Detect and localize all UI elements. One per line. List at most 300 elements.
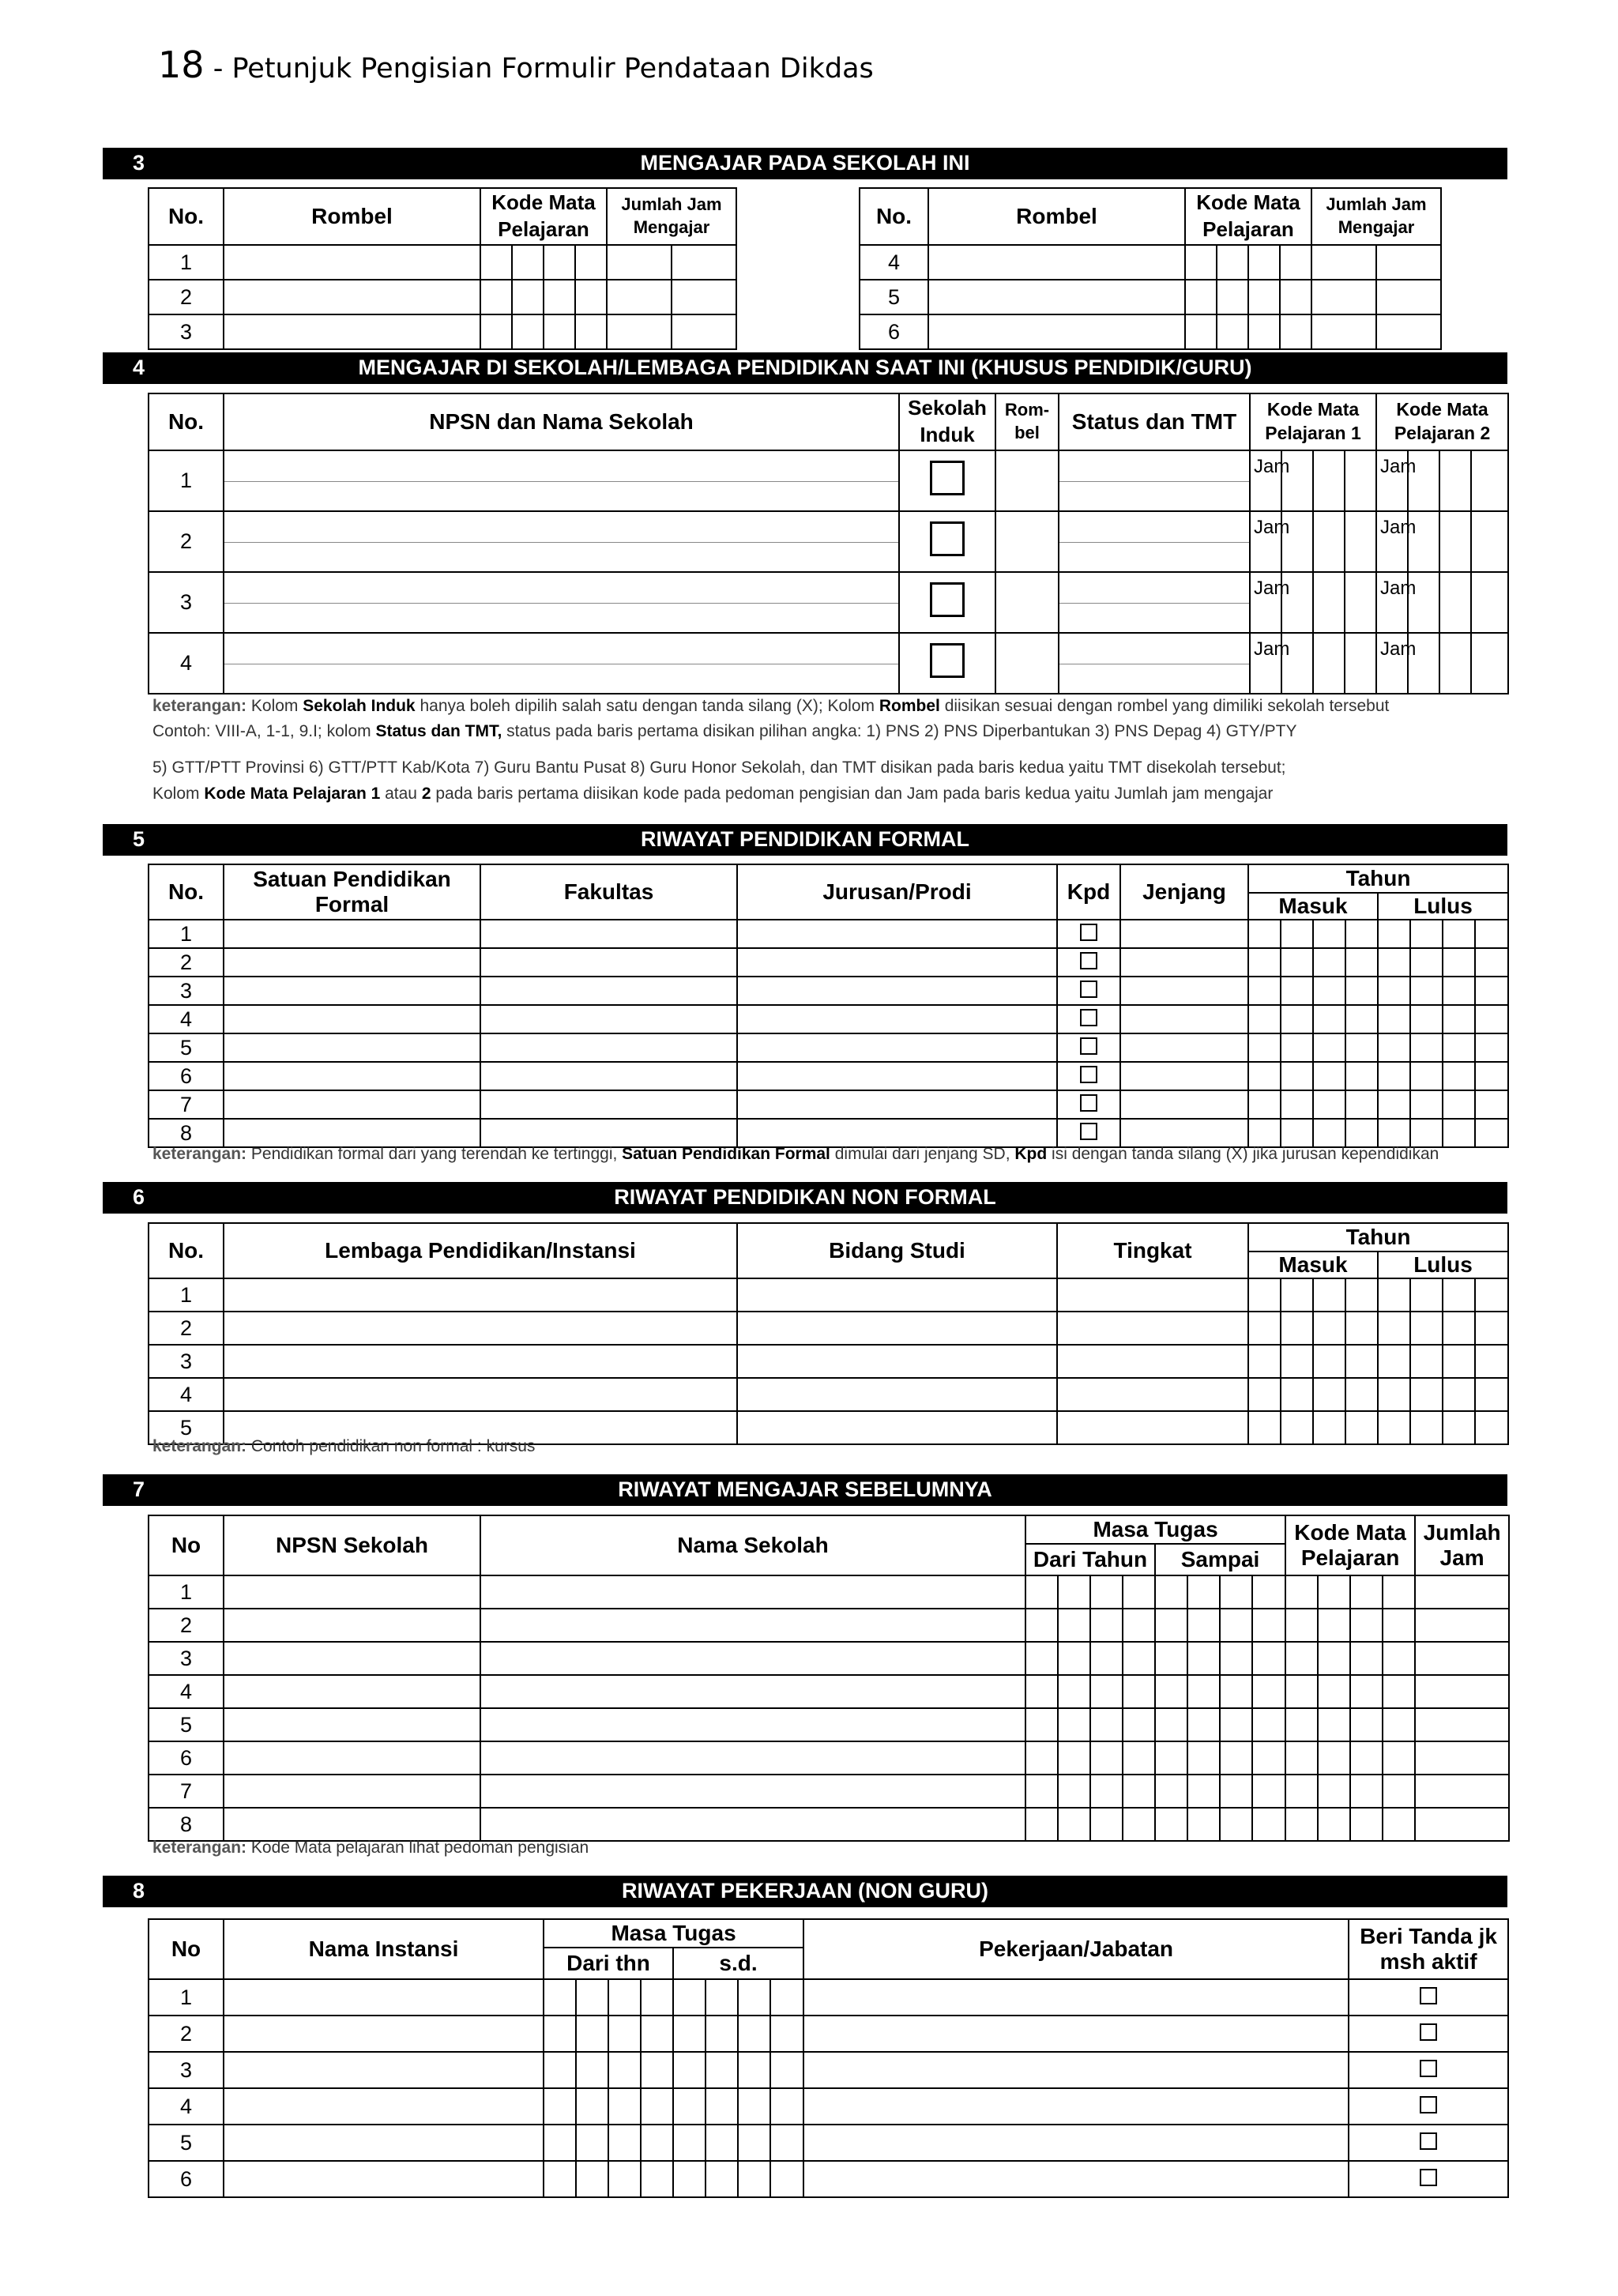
kode-box[interactable]	[1285, 1708, 1318, 1741]
tahun-box[interactable]	[1378, 948, 1410, 977]
tahun-box[interactable]	[1475, 1119, 1508, 1147]
tahun-box[interactable]	[1345, 1090, 1378, 1119]
rombel-cell[interactable]	[224, 314, 480, 349]
jumlah-jam-cell[interactable]	[1415, 1808, 1509, 1841]
tahun-box[interactable]	[1281, 948, 1313, 977]
tahun-box[interactable]	[1248, 1062, 1281, 1090]
jam-box[interactable]	[607, 245, 672, 280]
kode-box[interactable]	[1345, 633, 1376, 694]
tahun-box[interactable]	[673, 2125, 706, 2161]
tahun-box[interactable]	[1443, 1312, 1475, 1345]
tahun-box[interactable]	[608, 2161, 641, 2197]
tahun-box[interactable]	[1443, 1378, 1475, 1411]
tahun-box[interactable]	[576, 2161, 608, 2197]
tahun-box[interactable]	[1378, 920, 1410, 948]
jurusan-cell[interactable]	[737, 1033, 1057, 1062]
kode-box[interactable]	[1471, 511, 1508, 572]
tahun-box[interactable]	[770, 2125, 803, 2161]
tahun-box[interactable]	[1248, 1090, 1281, 1119]
tahun-box[interactable]	[576, 2016, 608, 2052]
kode-box[interactable]	[544, 280, 575, 314]
kode-box[interactable]	[1318, 1642, 1350, 1675]
instansi-cell[interactable]	[224, 2052, 544, 2088]
fakultas-cell[interactable]	[480, 1062, 737, 1090]
tahun-box[interactable]	[1058, 1609, 1090, 1642]
tahun-box[interactable]	[1443, 1033, 1475, 1062]
kode-box[interactable]	[1471, 633, 1508, 694]
tahun-box[interactable]	[641, 2016, 673, 2052]
tahun-box[interactable]	[1025, 1775, 1058, 1808]
tahun-box[interactable]	[1313, 1119, 1345, 1147]
tahun-box[interactable]	[1475, 1062, 1508, 1090]
tahun-box[interactable]	[1248, 1278, 1281, 1312]
nama-sekolah-cell[interactable]	[480, 1708, 1025, 1741]
kode-box[interactable]	[1280, 314, 1311, 349]
tahun-box[interactable]	[1378, 1278, 1410, 1312]
tahun-box[interactable]	[770, 2088, 803, 2125]
jumlah-jam-cell[interactable]	[1415, 1575, 1509, 1609]
satuan-cell[interactable]	[224, 1062, 480, 1090]
jam-box[interactable]	[1376, 245, 1441, 280]
tahun-box[interactable]	[1475, 1005, 1508, 1033]
tahun-box[interactable]	[1155, 1808, 1187, 1841]
tahun-box[interactable]	[1090, 1741, 1123, 1775]
tahun-box[interactable]	[1345, 1119, 1378, 1147]
satuan-cell[interactable]	[224, 948, 480, 977]
pekerjaan-cell[interactable]	[803, 2125, 1349, 2161]
kode-box[interactable]	[1350, 1675, 1383, 1708]
tingkat-cell[interactable]	[1057, 1312, 1248, 1345]
nama-sekolah-cell[interactable]	[480, 1575, 1025, 1609]
tahun-box[interactable]	[1345, 1033, 1378, 1062]
jam-box[interactable]	[672, 245, 736, 280]
tahun-box[interactable]	[1123, 1609, 1155, 1642]
kode-box[interactable]	[1376, 572, 1417, 633]
kode-box[interactable]	[1250, 572, 1290, 633]
kode-box[interactable]	[1313, 633, 1345, 694]
kode-box[interactable]	[1248, 314, 1280, 349]
jurusan-cell[interactable]	[737, 1090, 1057, 1119]
tahun-box[interactable]	[1410, 1062, 1443, 1090]
jurusan-cell[interactable]	[737, 1005, 1057, 1033]
tahun-box[interactable]	[608, 2088, 641, 2125]
tingkat-cell[interactable]	[1057, 1411, 1248, 1444]
tahun-box[interactable]	[1313, 1345, 1345, 1378]
tahun-box[interactable]	[608, 1979, 641, 2016]
kode-box[interactable]	[1280, 245, 1311, 280]
checkbox-icon[interactable]	[1080, 952, 1097, 969]
tahun-box[interactable]	[1281, 920, 1313, 948]
kode-box[interactable]	[1383, 1642, 1415, 1675]
kode-box[interactable]	[1350, 1708, 1383, 1741]
tahun-box[interactable]	[1475, 1278, 1508, 1312]
bidang-cell[interactable]	[737, 1378, 1057, 1411]
kode-box[interactable]	[1313, 450, 1345, 511]
checkbox-icon[interactable]	[930, 643, 965, 678]
tahun-box[interactable]	[738, 2088, 770, 2125]
tahun-box[interactable]	[1058, 1808, 1090, 1841]
tahun-box[interactable]	[1410, 1033, 1443, 1062]
tahun-box[interactable]	[1025, 1741, 1058, 1775]
tahun-box[interactable]	[1090, 1775, 1123, 1808]
jam-box[interactable]	[1376, 280, 1441, 314]
tahun-box[interactable]	[1475, 1345, 1508, 1378]
tahun-box[interactable]	[1475, 1378, 1508, 1411]
tahun-box[interactable]	[1313, 1033, 1345, 1062]
kode-box[interactable]	[1439, 633, 1471, 694]
pekerjaan-cell[interactable]	[803, 2052, 1349, 2088]
kode-box[interactable]	[1285, 1741, 1318, 1775]
kode-box[interactable]	[1285, 1575, 1318, 1609]
tahun-box[interactable]	[1220, 1675, 1252, 1708]
kode-box[interactable]	[1318, 1741, 1350, 1775]
satuan-cell[interactable]	[224, 1090, 480, 1119]
kode-box[interactable]	[1185, 245, 1217, 280]
tahun-box[interactable]	[1313, 1378, 1345, 1411]
tahun-box[interactable]	[1475, 977, 1508, 1005]
tahun-box[interactable]	[706, 2125, 738, 2161]
tahun-box[interactable]	[1123, 1675, 1155, 1708]
jam-box[interactable]	[1311, 280, 1376, 314]
jam-box[interactable]	[1311, 245, 1376, 280]
kode-box[interactable]	[1318, 1675, 1350, 1708]
tahun-box[interactable]	[1345, 1345, 1378, 1378]
kode-box[interactable]	[1376, 450, 1417, 511]
kode-box[interactable]	[512, 314, 544, 349]
nama-sekolah-cell[interactable]	[480, 1675, 1025, 1708]
tahun-box[interactable]	[1248, 1005, 1281, 1033]
tingkat-cell[interactable]	[1057, 1345, 1248, 1378]
tahun-box[interactable]	[1313, 1005, 1345, 1033]
jenjang-cell[interactable]	[1120, 977, 1248, 1005]
jurusan-cell[interactable]	[737, 920, 1057, 948]
rombel-cell[interactable]	[995, 511, 1059, 572]
tahun-box[interactable]	[1443, 977, 1475, 1005]
npsn-cell[interactable]	[224, 1675, 480, 1708]
kode-box[interactable]	[1185, 314, 1217, 349]
tahun-box[interactable]	[1378, 1033, 1410, 1062]
rombel-cell[interactable]	[224, 280, 480, 314]
checkbox-icon[interactable]	[1420, 2169, 1437, 2186]
tahun-box[interactable]	[1345, 948, 1378, 977]
tahun-box[interactable]	[1281, 1345, 1313, 1378]
bidang-cell[interactable]	[737, 1345, 1057, 1378]
tahun-box[interactable]	[738, 2161, 770, 2197]
kode-box[interactable]	[1471, 572, 1508, 633]
tahun-box[interactable]	[1155, 1609, 1187, 1642]
tahun-box[interactable]	[1187, 1808, 1220, 1841]
tahun-box[interactable]	[1123, 1708, 1155, 1741]
checkbox-icon[interactable]	[930, 461, 965, 495]
kode-box[interactable]	[1217, 314, 1248, 349]
tahun-box[interactable]	[1187, 1741, 1220, 1775]
tahun-box[interactable]	[1410, 1090, 1443, 1119]
npsn-cell[interactable]	[224, 1741, 480, 1775]
bidang-cell[interactable]	[737, 1278, 1057, 1312]
kode-box[interactable]	[1250, 633, 1290, 694]
tahun-box[interactable]	[1220, 1808, 1252, 1841]
tahun-box[interactable]	[1443, 1411, 1475, 1444]
lembaga-cell[interactable]	[224, 1312, 737, 1345]
tahun-box[interactable]	[1475, 948, 1508, 977]
status-tmt-cell[interactable]	[1059, 450, 1250, 511]
tahun-box[interactable]	[1025, 1642, 1058, 1675]
tahun-box[interactable]	[673, 1979, 706, 2016]
satuan-cell[interactable]	[224, 1119, 480, 1147]
tahun-box[interactable]	[1281, 1411, 1313, 1444]
tahun-box[interactable]	[1025, 1708, 1058, 1741]
tahun-box[interactable]	[1410, 1278, 1443, 1312]
tahun-box[interactable]	[1410, 977, 1443, 1005]
satuan-cell[interactable]	[224, 1033, 480, 1062]
npsn-cell[interactable]	[224, 1609, 480, 1642]
rombel-cell[interactable]	[928, 314, 1185, 349]
tahun-box[interactable]	[1345, 1005, 1378, 1033]
tahun-box[interactable]	[1475, 920, 1508, 948]
kode-box[interactable]	[1313, 511, 1345, 572]
checkbox-icon[interactable]	[1420, 2023, 1437, 2041]
tahun-box[interactable]	[1345, 1312, 1378, 1345]
pekerjaan-cell[interactable]	[803, 2161, 1349, 2197]
tahun-box[interactable]	[1281, 1378, 1313, 1411]
tahun-box[interactable]	[1281, 1005, 1313, 1033]
checkbox-icon[interactable]	[1420, 1987, 1437, 2004]
tingkat-cell[interactable]	[1057, 1378, 1248, 1411]
kode-box[interactable]	[1350, 1741, 1383, 1775]
jurusan-cell[interactable]	[737, 948, 1057, 977]
tahun-box[interactable]	[738, 2052, 770, 2088]
tahun-box[interactable]	[1378, 1411, 1410, 1444]
tahun-box[interactable]	[1281, 977, 1313, 1005]
jumlah-jam-cell[interactable]	[1415, 1708, 1509, 1741]
tahun-box[interactable]	[1313, 977, 1345, 1005]
tahun-box[interactable]	[1248, 948, 1281, 977]
tahun-box[interactable]	[673, 2161, 706, 2197]
tahun-box[interactable]	[1252, 1775, 1285, 1808]
npsn-nama-cell[interactable]	[224, 633, 899, 694]
jenjang-cell[interactable]	[1120, 920, 1248, 948]
jurusan-cell[interactable]	[737, 1119, 1057, 1147]
kode-box[interactable]	[1280, 280, 1311, 314]
tahun-box[interactable]	[641, 1979, 673, 2016]
tahun-box[interactable]	[544, 2161, 576, 2197]
kode-box[interactable]	[1439, 572, 1471, 633]
tahun-box[interactable]	[770, 1979, 803, 2016]
tahun-box[interactable]	[1155, 1708, 1187, 1741]
kode-box[interactable]	[1383, 1775, 1415, 1808]
lembaga-cell[interactable]	[224, 1345, 737, 1378]
tahun-box[interactable]	[1410, 1119, 1443, 1147]
tahun-box[interactable]	[1252, 1808, 1285, 1841]
jenjang-cell[interactable]	[1120, 1119, 1248, 1147]
tahun-box[interactable]	[738, 2016, 770, 2052]
tahun-box[interactable]	[641, 2125, 673, 2161]
tahun-box[interactable]	[738, 2125, 770, 2161]
tahun-box[interactable]	[1090, 1808, 1123, 1841]
nama-sekolah-cell[interactable]	[480, 1642, 1025, 1675]
tahun-box[interactable]	[1281, 1090, 1313, 1119]
tahun-box[interactable]	[1155, 1575, 1187, 1609]
tahun-box[interactable]	[1187, 1775, 1220, 1808]
tahun-box[interactable]	[1281, 1312, 1313, 1345]
tahun-box[interactable]	[1025, 1675, 1058, 1708]
tahun-box[interactable]	[1443, 1005, 1475, 1033]
status-tmt-cell[interactable]	[1059, 572, 1250, 633]
tahun-box[interactable]	[576, 1979, 608, 2016]
tahun-box[interactable]	[1313, 948, 1345, 977]
kode-box[interactable]	[1345, 572, 1376, 633]
kode-box[interactable]	[1350, 1775, 1383, 1808]
tahun-box[interactable]	[1123, 1741, 1155, 1775]
tahun-box[interactable]	[706, 1979, 738, 2016]
jenjang-cell[interactable]	[1120, 1090, 1248, 1119]
pekerjaan-cell[interactable]	[803, 1979, 1349, 2016]
tahun-box[interactable]	[1220, 1609, 1252, 1642]
status-tmt-cell[interactable]	[1059, 633, 1250, 694]
rombel-cell[interactable]	[995, 633, 1059, 694]
tahun-box[interactable]	[1123, 1575, 1155, 1609]
kode-box[interactable]	[1439, 450, 1471, 511]
tahun-box[interactable]	[1090, 1575, 1123, 1609]
npsn-nama-cell[interactable]	[224, 450, 899, 511]
tahun-box[interactable]	[608, 2052, 641, 2088]
tahun-box[interactable]	[1220, 1775, 1252, 1808]
jam-box[interactable]	[607, 280, 672, 314]
tahun-box[interactable]	[1378, 1119, 1410, 1147]
tahun-box[interactable]	[1345, 977, 1378, 1005]
kode-box[interactable]	[544, 314, 575, 349]
tahun-box[interactable]	[1187, 1609, 1220, 1642]
jumlah-jam-cell[interactable]	[1415, 1642, 1509, 1675]
kode-box[interactable]	[1318, 1808, 1350, 1841]
tahun-box[interactable]	[1410, 1411, 1443, 1444]
tahun-box[interactable]	[1281, 1033, 1313, 1062]
kode-box[interactable]	[1250, 450, 1290, 511]
tahun-box[interactable]	[1345, 1378, 1378, 1411]
tahun-box[interactable]	[1187, 1708, 1220, 1741]
tahun-box[interactable]	[1475, 1312, 1508, 1345]
tahun-box[interactable]	[1123, 1808, 1155, 1841]
jenjang-cell[interactable]	[1120, 1033, 1248, 1062]
kode-box[interactable]	[575, 280, 607, 314]
tahun-box[interactable]	[641, 2088, 673, 2125]
kode-box[interactable]	[1345, 511, 1376, 572]
jurusan-cell[interactable]	[737, 1062, 1057, 1090]
kode-box[interactable]	[1285, 1775, 1318, 1808]
kode-box[interactable]	[1285, 1675, 1318, 1708]
checkbox-icon[interactable]	[930, 521, 965, 556]
jumlah-jam-cell[interactable]	[1415, 1675, 1509, 1708]
tahun-box[interactable]	[576, 2052, 608, 2088]
kode-box[interactable]	[1248, 245, 1280, 280]
tahun-box[interactable]	[1443, 1119, 1475, 1147]
checkbox-icon[interactable]	[1080, 1066, 1097, 1083]
tahun-box[interactable]	[1058, 1708, 1090, 1741]
npsn-cell[interactable]	[224, 1642, 480, 1675]
rombel-cell[interactable]	[995, 450, 1059, 511]
tahun-box[interactable]	[1220, 1708, 1252, 1741]
kode-box[interactable]	[1471, 450, 1508, 511]
tahun-box[interactable]	[1123, 1775, 1155, 1808]
kode-box[interactable]	[1383, 1708, 1415, 1741]
tahun-box[interactable]	[1252, 1642, 1285, 1675]
tahun-box[interactable]	[1058, 1675, 1090, 1708]
tahun-box[interactable]	[1058, 1642, 1090, 1675]
tahun-box[interactable]	[1281, 1119, 1313, 1147]
status-tmt-cell[interactable]	[1059, 511, 1250, 572]
rombel-cell[interactable]	[995, 572, 1059, 633]
checkbox-icon[interactable]	[1080, 1123, 1097, 1140]
tahun-box[interactable]	[1248, 1033, 1281, 1062]
tahun-box[interactable]	[1378, 1005, 1410, 1033]
tahun-box[interactable]	[1058, 1575, 1090, 1609]
tahun-box[interactable]	[1248, 1119, 1281, 1147]
instansi-cell[interactable]	[224, 2016, 544, 2052]
kode-box[interactable]	[1383, 1609, 1415, 1642]
tahun-box[interactable]	[1345, 1062, 1378, 1090]
tahun-box[interactable]	[1248, 1312, 1281, 1345]
jam-box[interactable]	[1376, 314, 1441, 349]
checkbox-icon[interactable]	[1080, 1037, 1097, 1055]
tingkat-cell[interactable]	[1057, 1278, 1248, 1312]
kode-box[interactable]	[1350, 1609, 1383, 1642]
npsn-cell[interactable]	[224, 1808, 480, 1841]
tahun-box[interactable]	[1252, 1609, 1285, 1642]
checkbox-icon[interactable]	[1420, 2132, 1437, 2150]
tahun-box[interactable]	[1090, 1642, 1123, 1675]
tahun-box[interactable]	[1475, 1033, 1508, 1062]
nama-sekolah-cell[interactable]	[480, 1808, 1025, 1841]
kode-box[interactable]	[1376, 633, 1417, 694]
tahun-box[interactable]	[1281, 1278, 1313, 1312]
tahun-box[interactable]	[1155, 1675, 1187, 1708]
tahun-box[interactable]	[1155, 1775, 1187, 1808]
jumlah-jam-cell[interactable]	[1415, 1609, 1509, 1642]
tahun-box[interactable]	[1025, 1609, 1058, 1642]
kode-box[interactable]	[1185, 280, 1217, 314]
kode-box[interactable]	[512, 280, 544, 314]
jam-box[interactable]	[1311, 314, 1376, 349]
tahun-box[interactable]	[1378, 1345, 1410, 1378]
npsn-nama-cell[interactable]	[224, 572, 899, 633]
kode-box[interactable]	[1285, 1609, 1318, 1642]
tahun-box[interactable]	[1187, 1642, 1220, 1675]
tahun-box[interactable]	[1378, 1062, 1410, 1090]
satuan-cell[interactable]	[224, 920, 480, 948]
tahun-box[interactable]	[1378, 1312, 1410, 1345]
kode-box[interactable]	[1318, 1708, 1350, 1741]
kode-box[interactable]	[1439, 511, 1471, 572]
tahun-box[interactable]	[706, 2088, 738, 2125]
tahun-box[interactable]	[1313, 1411, 1345, 1444]
kode-box[interactable]	[1376, 511, 1417, 572]
nama-sekolah-cell[interactable]	[480, 1775, 1025, 1808]
kode-box[interactable]	[512, 245, 544, 280]
tahun-box[interactable]	[1345, 1411, 1378, 1444]
tahun-box[interactable]	[1248, 1345, 1281, 1378]
bidang-cell[interactable]	[737, 1411, 1057, 1444]
tahun-box[interactable]	[706, 2161, 738, 2197]
tahun-box[interactable]	[1345, 920, 1378, 948]
jumlah-jam-cell[interactable]	[1415, 1775, 1509, 1808]
tahun-box[interactable]	[1410, 1378, 1443, 1411]
tahun-box[interactable]	[706, 2016, 738, 2052]
tahun-box[interactable]	[770, 2052, 803, 2088]
instansi-cell[interactable]	[224, 1979, 544, 2016]
tahun-box[interactable]	[1378, 977, 1410, 1005]
tahun-box[interactable]	[1248, 1378, 1281, 1411]
tahun-box[interactable]	[544, 2016, 576, 2052]
